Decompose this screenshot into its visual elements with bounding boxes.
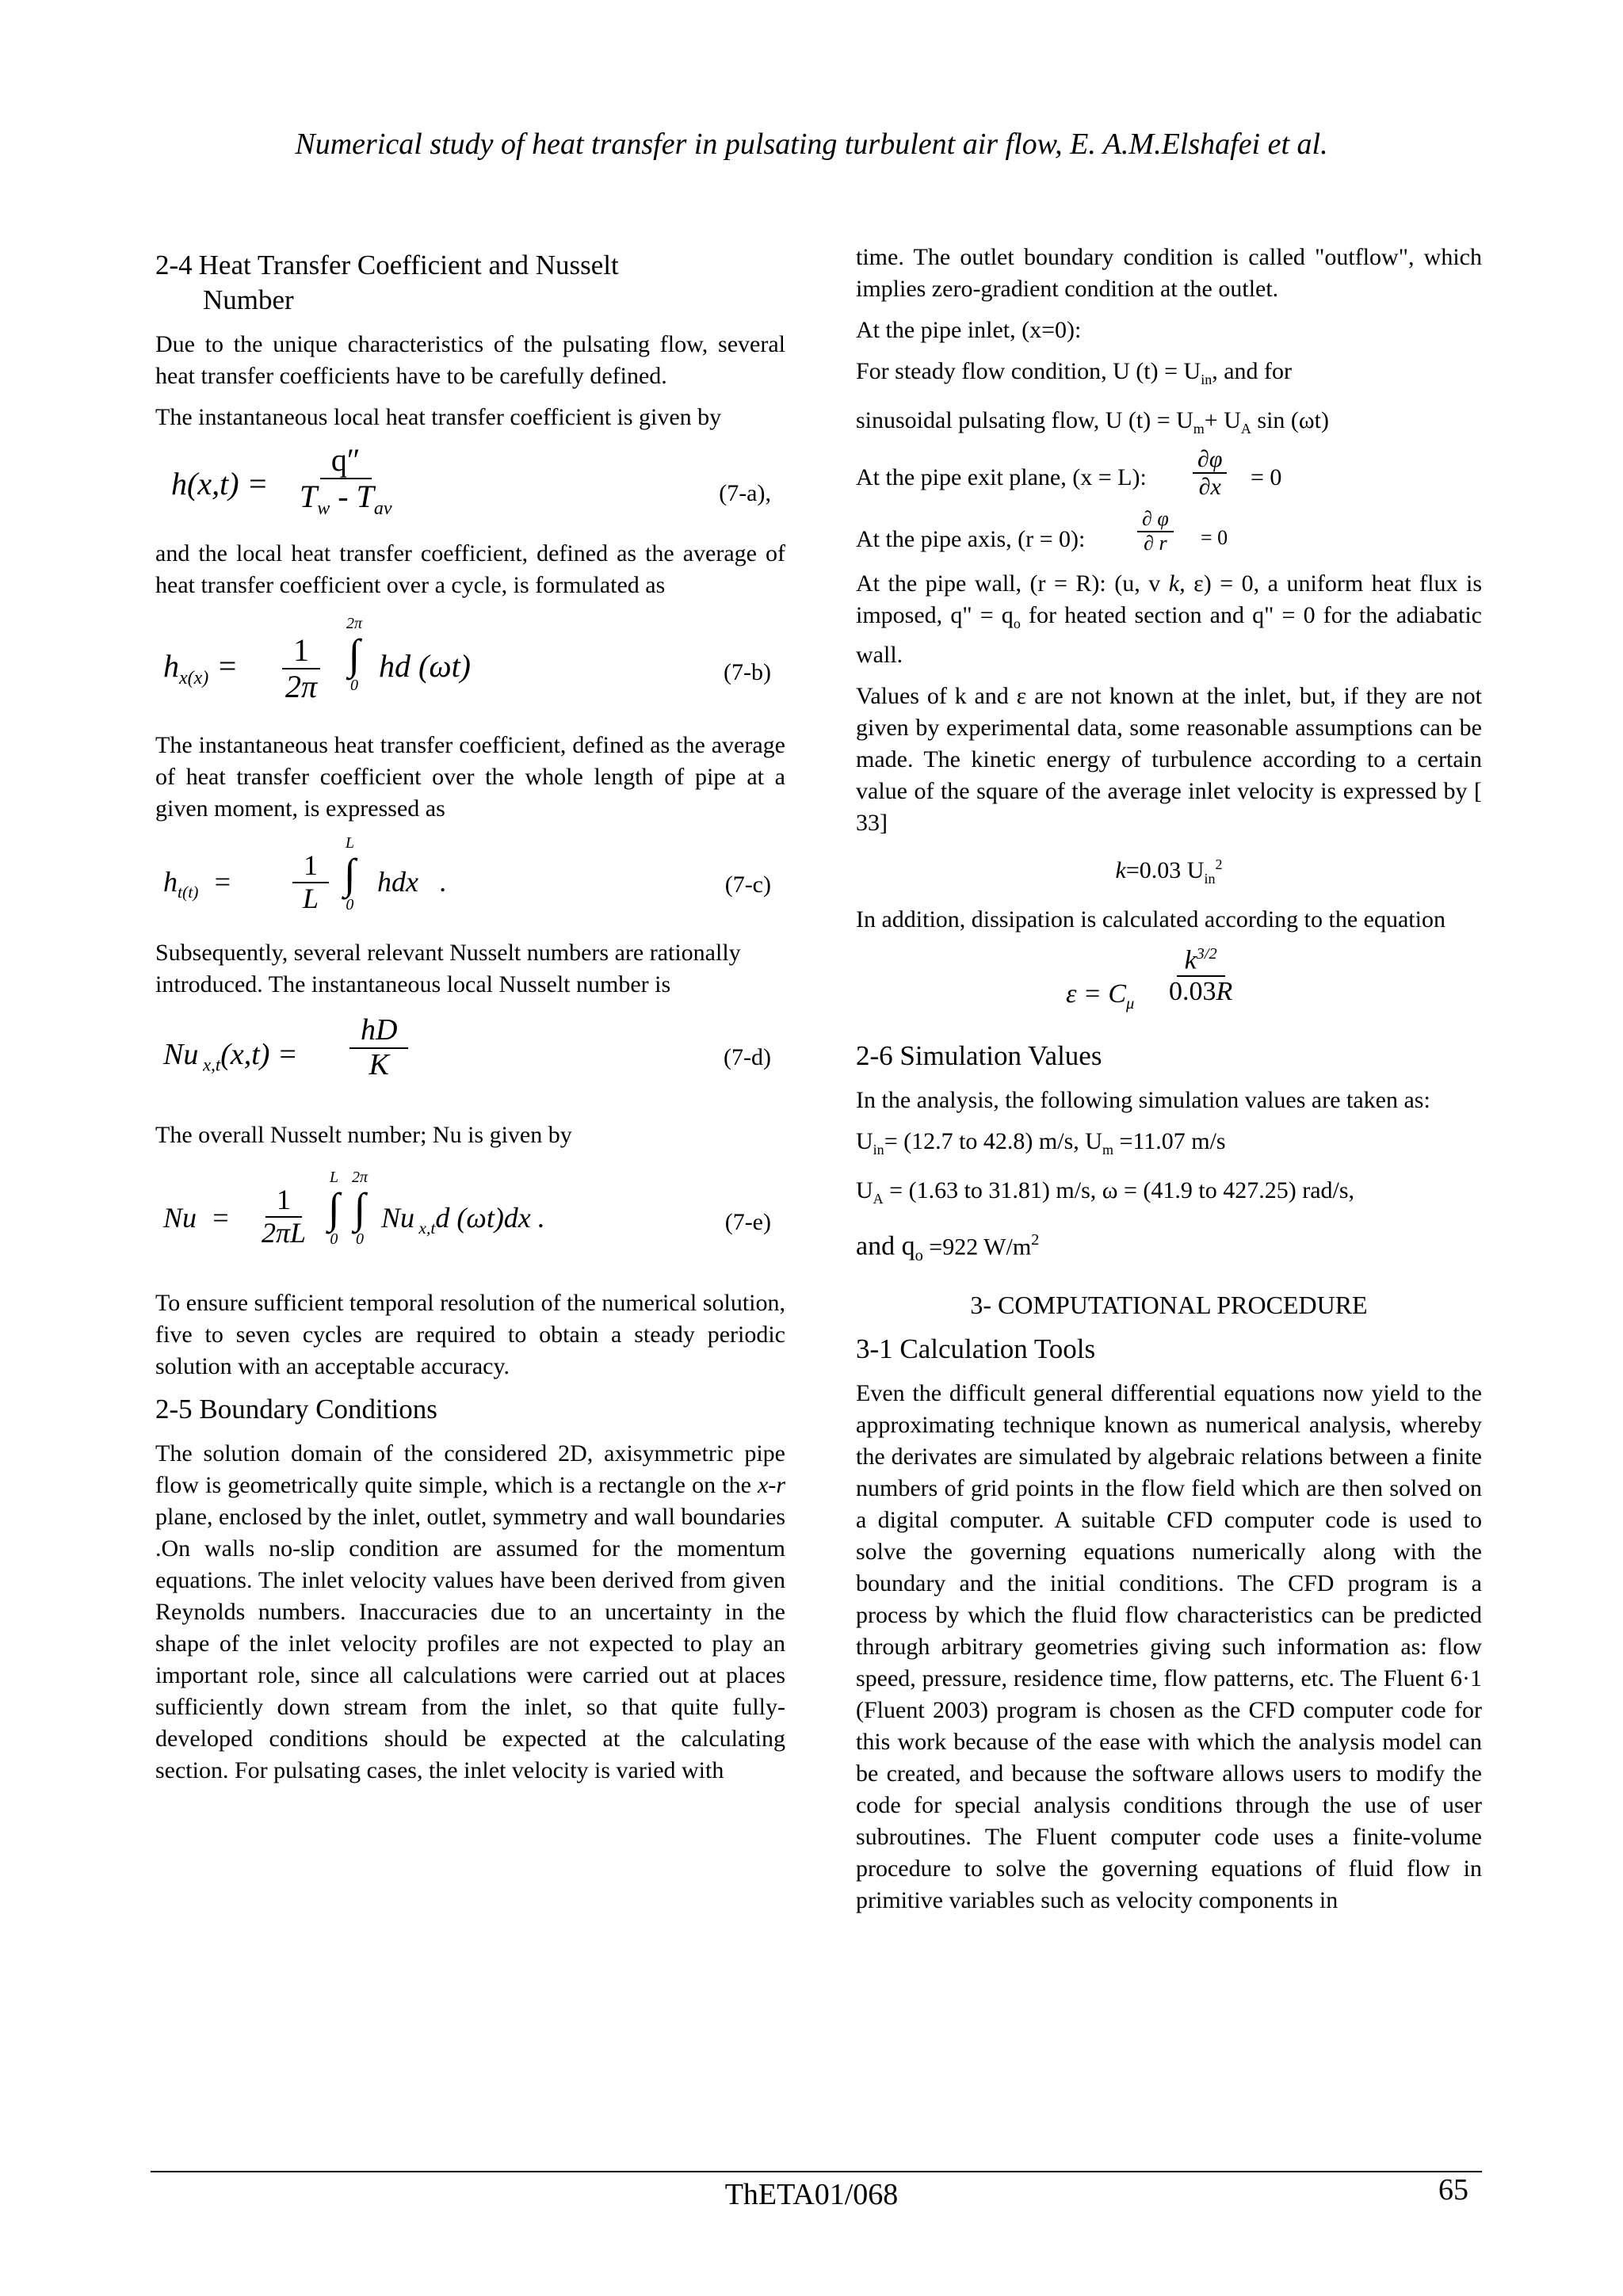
equation-7a: h(x,t) = q″ $T_w - T_{av}$ (7-a), bbox=[171, 442, 771, 519]
paragraph: For steady flow condition, U $(t) = U_{in}$, and for bbox=[856, 358, 1293, 387]
equation-7e: Nu = $\frac{1}{2\pi L}$ L ∫ 0 2π ∫ 0 Nu $_{x,t}$d (ωt)dx . (7-e) bbox=[163, 1169, 771, 1249]
paragraph: In addition, dissipation is calculated according to the equation bbox=[856, 906, 1445, 933]
section-3-1-heading: 3-1 Calculation Tools bbox=[856, 1333, 1096, 1365]
section-number: 2-4 bbox=[155, 250, 193, 280]
right-column bbox=[856, 242, 1482, 1926]
exit-condition: At the pipe exit plane, (x = L): $\frac{\partial\varphi}{\partial x}$ = 0 bbox=[856, 446, 1282, 500]
equation-tag: (7-c) bbox=[724, 871, 771, 898]
equation-7b: $h_{x(x)}$ = $\frac{1}{2\pi}$ 2π ∫ 0 hd (ωt) (7-b) bbox=[163, 615, 771, 704]
equation-tag: (7-d) bbox=[724, 1044, 771, 1070]
paragraph: Due to the unique characteristics of the pulsating flow, several heat transfer coefficients have to be carefully defined. bbox=[155, 331, 785, 389]
page-number: 65 bbox=[1438, 2173, 1468, 2206]
section-2-4-heading bbox=[155, 248, 785, 318]
section-3-heading: 3- COMPUTATIONAL PROCEDURE bbox=[970, 1291, 1368, 1320]
paragraph: Even the difficult general differential equations now yield to the approximating technique known as numerical analysis, whereby the derivates are simulated by algebraic relations between a finite numbers of grid points in the flow field which are then solved on a digital computer. A suitable CFD computer code is used to solve the governing equations numerically along with the boundary and the initial conditions. The CFD program is a process by which the fluid flow characteristics can be predicted through arbitrary geometries giving such information as: flow speed, pressure, residence time, flow patterns, etc. The Fluent 6·1 (Fluent 2003) program is chosen as the CFD computer code for this work because of the ease with which the analysis model can be created, and because the software allows users to modify the code for special analysis conditions through the use of user subroutines. The Fluent computer code uses a finite-volume procedure to solve the governing equations of fluid flow in primitive variables such as velocity components in bbox=[856, 1380, 1482, 1914]
paragraph: At the pipe inlet, (x=0): bbox=[856, 317, 1082, 343]
equation-tag: (7-e) bbox=[724, 1209, 771, 1235]
simulation-values-u: $U_{in}= (12.7$ to 42.8) m/s, $U_m =11.07$ m/s bbox=[856, 1128, 1226, 1158]
equation-tag: (7-a), bbox=[719, 480, 771, 506]
k-equation: k=0.03 $U_{in}^2$ bbox=[1115, 856, 1223, 887]
paragraph: In the analysis, the following simulation values are taken as: bbox=[856, 1087, 1430, 1113]
paragraph: At the pipe wall, (r = R): (u, v k, ε) = 0, a uniform heat flux is imposed, q" = $q_o$ for heated section and q" = 0 for the adiabatic wall. bbox=[856, 570, 1483, 668]
paragraph: To ensure sufficient temporal resolution of the numerical solution, five to seven cycles are required to obtain a steady periodic solution with an acceptable accuracy. bbox=[155, 1290, 785, 1379]
section-2-6-heading: 2-6 Simulation Values bbox=[856, 1040, 1102, 1071]
paragraph: Values of k and ε are not known at the inlet, but, if they are not given by experimental data, some reasonable assumptions can be made. The kinetic energy of turbulence according to a certain value of the square of the average inlet velocity is expressed by [ 33] bbox=[856, 683, 1482, 836]
paragraph: The solution domain of the considered 2D, axisymmetric pipe flow is geometrically quite simple, which is a rectangle on the x-r plane, enclosed by the inlet, outlet, symmetry and wall boundaries .On walls no-slip condition are assumed for the momentum equations. The inlet velocity values have been derived from given Reynolds numbers. Inaccuracies due to an uncertainty in the shape of the inlet velocity profiles are not expected to play an important role, since all calculations were carried out at places sufficiently down stream from the inlet, so that quite fully-developed conditions should be expected at the calculating section. For pulsating cases, the inlet velocity is varied with bbox=[155, 1440, 785, 1783]
paragraph: The instantaneous local heat transfer coefficient is given by bbox=[155, 404, 722, 430]
left-column bbox=[155, 242, 785, 1796]
paragraph: and the local heat transfer coefficient, defined as the average of heat transfer coefficient over a cycle, is formulated as bbox=[155, 540, 785, 598]
section-title-line-2: Number bbox=[203, 284, 294, 315]
section-2-5-heading: 2-5 Boundary Conditions bbox=[155, 1394, 437, 1425]
equation-7c: $h_{t(t)}$ = $\frac{1}{L}$ L ∫ 0 hdx . (7-c) bbox=[163, 834, 771, 914]
section-title-line-1: Heat Transfer Coefficient and Nusselt bbox=[198, 250, 619, 280]
equation-7d: Nu $_{x,t}$(x,t) = $\frac{hD}{K}$ (7-d) bbox=[163, 1013, 771, 1081]
axis-condition: At the pipe axis, (r = 0): $\frac{\partial \varphi}{\partial r}$ = 0 bbox=[856, 507, 1228, 555]
epsilon-equation: $\varepsilon = C_\mu$ $\frac{k^{3/2}}{0.03R}$ bbox=[1066, 945, 1233, 1013]
paragraph: The overall Nusselt number; Nu is given by bbox=[155, 1122, 572, 1148]
paragraph: sinusoidal pulsating flow, U $(t) = U_m+ U_A$ sin (ωt) bbox=[856, 407, 1329, 437]
paragraph: The instantaneous heat transfer coefficient, defined as the average of heat transfer coefficient over the whole length of pipe at a given moment, is expressed as bbox=[155, 732, 785, 822]
equation-tag: (7-b) bbox=[724, 659, 771, 685]
simulation-values-qo: and $q_o =922$ $W/m^2$ bbox=[856, 1231, 1040, 1265]
simulation-values-ua: $U_A = (1.63$ to 31.81) m/s, ω = (41.9 to 427.25) rad/s, bbox=[856, 1177, 1355, 1207]
running-title: Numerical study of heat transfer in pulsating turbulent air flow, E. A.M.Elshafei et al. bbox=[295, 128, 1328, 161]
paragraph: Subsequently, several relevant Nusselt numbers are rationally introduced. The instantaneous local Nusselt number is bbox=[155, 940, 741, 997]
footer-code: ThETA01/068 bbox=[724, 2178, 899, 2211]
paragraph: time. The outlet boundary condition is called "outflow", which implies zero-gradient condition at the outlet. bbox=[856, 244, 1482, 302]
footer-rule bbox=[151, 2171, 1482, 2172]
